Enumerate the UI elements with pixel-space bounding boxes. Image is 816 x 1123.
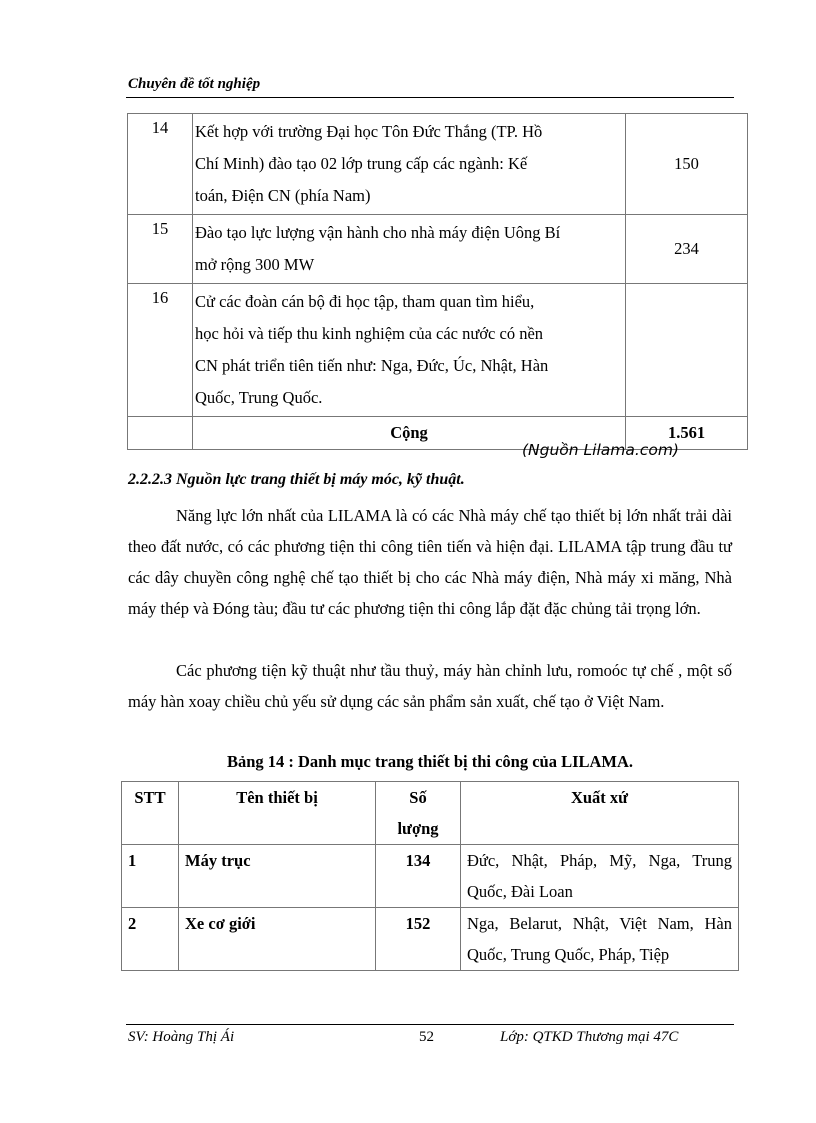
- table-row: [122, 845, 739, 908]
- value-cell: [626, 284, 748, 417]
- stt-cell: 15: [128, 215, 193, 284]
- page-number: 52: [419, 1029, 434, 1045]
- header-title: Chuyên đề tốt nghiệp: [128, 76, 261, 92]
- header-qty-line: lượng: [397, 819, 439, 838]
- empty-cell: [128, 417, 193, 450]
- description-cell: [193, 215, 626, 284]
- paragraph: Các phương tiện kỹ thuật như tầu thuỷ, máy hàn chỉnh lưu, romoóc tự chế , một số máy hàn xoay chiều chủ yếu sử dụng các sản phẩm sản xuất, chế tạo ở Việt Nam.: [128, 661, 732, 711]
- equipment-table: [121, 781, 739, 971]
- stt-cell: 14: [128, 114, 193, 215]
- footer-student: SV: Hoàng Thị Ái: [128, 1029, 235, 1045]
- table-row: [122, 908, 739, 971]
- header-origin: Xuất xứ: [461, 782, 739, 845]
- description-line: Cử các đoàn cán bộ đi học tập, tham quan tìm hiểu,: [195, 292, 535, 311]
- table-caption: Bảng 14 : Danh mục trang thiết bị thi công của LILAMA.: [226, 752, 634, 771]
- total-label: Cộng: [193, 417, 626, 450]
- section-heading: 2.2.2.3 Nguồn lực trang thiết bị máy móc, kỹ thuật.: [128, 471, 465, 488]
- qty-cell: 152: [376, 908, 461, 971]
- origin-cell: Đức, Nhật, Pháp, Mỹ, Nga, Trung Quốc, Đài Loan: [461, 845, 739, 908]
- source-note: (Nguồn Lilama.com): [522, 441, 679, 459]
- total-value: 1.561: [626, 417, 748, 450]
- training-table-continued: [127, 113, 748, 450]
- stt-cell: 16: [128, 284, 193, 417]
- name-cell: Xe cơ giới: [179, 908, 376, 971]
- description-line: Kết hợp với trường Đại học Tôn Đức Thắng (TP. Hồ: [195, 122, 543, 141]
- description-cell: [193, 284, 626, 417]
- stt-cell: 2: [122, 908, 179, 971]
- description-line: toán, Điện CN (phía Nam): [195, 186, 371, 205]
- header-rule: [126, 97, 734, 98]
- header-qty: [376, 782, 461, 845]
- header-stt: STT: [122, 782, 179, 845]
- description-line: Quốc, Trung Quốc.: [195, 388, 323, 407]
- table-row: [128, 215, 748, 284]
- description-line: CN phát triển tiên tiến như: Nga, Đức, Úc, Nhật, Hàn: [195, 356, 549, 375]
- value-cell: 150: [626, 114, 748, 215]
- header-name: Tên thiết bị: [179, 782, 376, 845]
- value-cell: 234: [626, 215, 748, 284]
- description-line: mở rộng 300 MW: [195, 255, 315, 274]
- description-cell: [193, 114, 626, 215]
- footer-rule: [126, 1024, 734, 1025]
- qty-cell: 134: [376, 845, 461, 908]
- stt-cell: 1: [122, 845, 179, 908]
- table-row: [128, 284, 748, 417]
- description-line: Chí Minh) đào tạo 02 lớp trung cấp các ngành: Kế: [195, 154, 528, 173]
- origin-cell: Nga, Belarut, Nhật, Việt Nam, Hàn Quốc, Trung Quốc, Pháp, Tiệp: [461, 908, 739, 971]
- description-line: Đào tạo lực lượng vận hành cho nhà máy điện Uông Bí: [195, 223, 561, 242]
- footer-class: Lớp: QTKD Thương mại 47C: [500, 1029, 679, 1045]
- header-qty-line: Số: [409, 788, 427, 807]
- paragraph: Năng lực lớn nhất của LILAMA là có các Nhà máy chế tạo thiết bị lớn nhất trải dài theo đất nước, có các phương tiện thi công tiên tiến và hiện đại. LILAMA tập trung đầu tư các dây chuyền công nghệ chế tạo thiết bị cho các Nhà máy điện, Nhà máy xi măng, Nhà máy thép và Đóng tàu; đầu tư các phương tiện thi công lắp đặt đặc chủng tải trọng lớn.: [128, 506, 732, 618]
- table-row: [128, 114, 748, 215]
- name-cell: Máy trục: [179, 845, 376, 908]
- table-header-row: [122, 782, 739, 845]
- description-line: học hỏi và tiếp thu kinh nghiệm của các nước có nền: [195, 324, 544, 343]
